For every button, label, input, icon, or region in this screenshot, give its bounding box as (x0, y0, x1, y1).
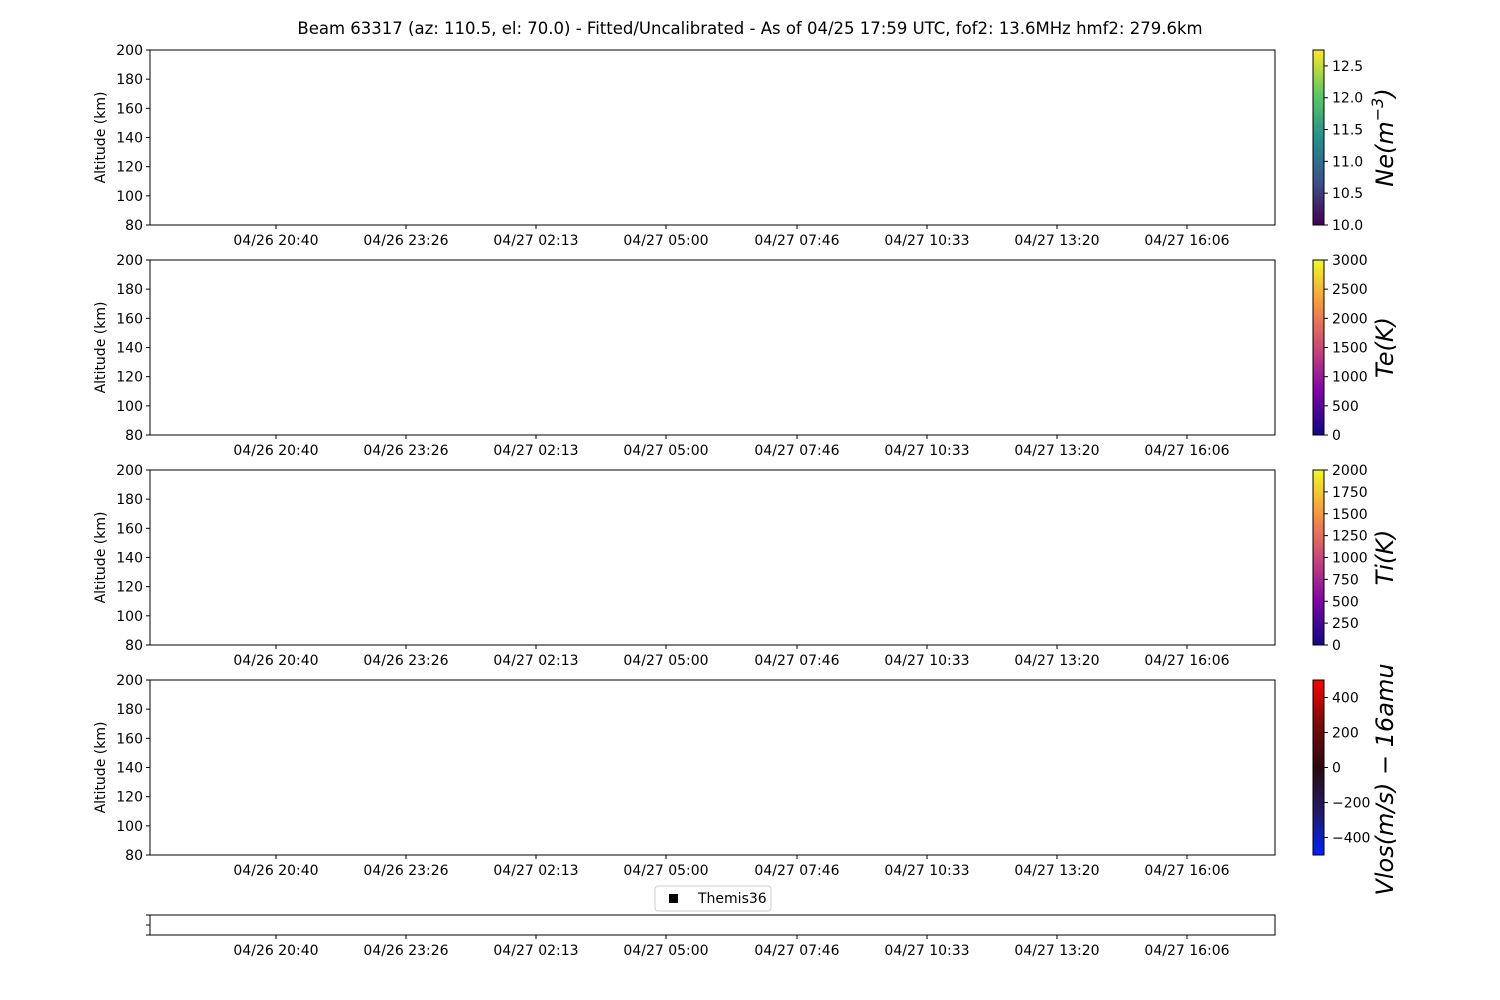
panel-ti (93, 463, 1399, 669)
colorbar-tick-label: 0 (1332, 760, 1341, 777)
ytick-label: 120 (116, 369, 143, 386)
panel-vlos-xtick-label: 04/27 05:00 (623, 863, 709, 879)
colorbar-tick-label: 2500 (1332, 282, 1368, 299)
panel-ne-xtick-label: 04/27 05:00 (623, 233, 709, 249)
ytick-label: 180 (116, 492, 143, 509)
y-axis-label: Altitude (km) (93, 721, 109, 814)
colorbar-tick-label: 3000 (1332, 253, 1368, 269)
ytick-label: 180 (116, 72, 143, 89)
colorbar-tick-label: 10.5 (1332, 186, 1364, 203)
colorbar-tick-label: 1000 (1332, 369, 1368, 386)
colorbar-label-base: Ne(m (1371, 121, 1399, 187)
colorbar-label (1368, 88, 1399, 186)
ytick-label: 200 (116, 253, 143, 269)
colorbar-tick-label: 1500 (1332, 506, 1368, 523)
colorbar-tick-label: 1750 (1332, 484, 1368, 501)
colorbar-tick-label: 0 (1332, 428, 1341, 444)
bottom-timeline-panel (146, 915, 1275, 959)
bottom-xtick-label: 04/26 20:40 (233, 943, 319, 959)
panel-ne-xtick-label: 04/27 07:46 (754, 233, 840, 249)
plot-area (150, 50, 1275, 225)
colorbar-tick-label: 11.5 (1332, 122, 1364, 139)
colorbar-bar (1313, 260, 1324, 435)
colorbar-tick-label: 0 (1332, 638, 1341, 654)
panel-te-xtick-label: 04/27 02:13 (493, 443, 579, 459)
panel-te-xtick-label: 04/26 20:40 (233, 443, 319, 459)
ytick-label: 80 (125, 218, 143, 234)
colorbar-label: Vlos(m/s) − 16amu (1371, 663, 1399, 896)
panel-ne-xtick-label: 04/26 20:40 (233, 233, 319, 249)
colorbar-tick-label: 1000 (1332, 550, 1368, 567)
colorbar-tick-label: 11.0 (1332, 154, 1364, 171)
ytick-label: 160 (116, 731, 143, 748)
colorbar-tick-label: 750 (1332, 572, 1359, 589)
ytick-label: 200 (116, 463, 143, 479)
ytick-label: 120 (116, 579, 143, 596)
colorbar-tick-label: 200 (1332, 725, 1359, 742)
ytick-label: 100 (116, 818, 143, 835)
legend (655, 886, 771, 911)
panel-te-xtick-label: 04/27 10:33 (884, 443, 970, 459)
bottom-xtick-label: 04/27 05:00 (623, 943, 709, 959)
colorbar-tick-label: 250 (1332, 616, 1359, 633)
y-axis-label: Altitude (km) (93, 301, 109, 394)
panel-vlos-xtick-label: 04/26 23:26 (363, 863, 449, 879)
panel-ti-xtick-label: 04/27 07:46 (754, 653, 840, 669)
panel-ne-xtick-label: 04/27 10:33 (884, 233, 970, 249)
panel-vlos-xtick-label: 04/27 02:13 (493, 863, 579, 879)
colorbar-label-end: ) (1371, 88, 1399, 98)
panel-ne-xtick-label: 04/27 16:06 (1144, 233, 1230, 249)
panel-ti-xtick-label: 04/27 02:13 (493, 653, 579, 669)
colorbar-bar (1313, 50, 1324, 225)
ytick-label: 160 (116, 101, 143, 118)
ytick-label: 140 (116, 760, 143, 777)
panel-vlos (93, 663, 1399, 895)
panel-ti-xtick-label: 04/27 05:00 (623, 653, 709, 669)
colorbar-ne (1313, 50, 1399, 234)
panel-vlos-xtick-label: 04/27 16:06 (1144, 863, 1230, 879)
bottom-plot-area (150, 915, 1275, 935)
colorbar-tick-label: 2000 (1332, 311, 1368, 328)
panel-te-xtick-label: 04/27 16:06 (1144, 443, 1230, 459)
colorbar-tick-label: 1500 (1332, 340, 1368, 357)
panel-ti-xtick-label: 04/27 13:20 (1014, 653, 1100, 669)
bottom-xtick-label: 04/27 02:13 (493, 943, 579, 959)
ytick-label: 80 (125, 428, 143, 444)
y-axis-label: Altitude (km) (93, 511, 109, 604)
plot-area (150, 680, 1275, 855)
colorbar-tick-label: 10.0 (1332, 218, 1364, 234)
bottom-xtick-label: 04/27 16:06 (1144, 943, 1230, 959)
colorbar-te (1313, 253, 1399, 444)
ytick-label: 140 (116, 550, 143, 567)
ytick-label: 200 (116, 673, 143, 689)
colorbar-tick-label: −200 (1332, 795, 1371, 812)
panel-ne-xtick-label: 04/26 23:26 (363, 233, 449, 249)
ytick-label: 180 (116, 282, 143, 299)
colorbar-tick-label: 500 (1332, 398, 1359, 415)
panel-te-xtick-label: 04/27 05:00 (623, 443, 709, 459)
panel-ti-xtick-label: 04/27 16:06 (1144, 653, 1230, 669)
panel-te-xtick-label: 04/27 13:20 (1014, 443, 1100, 459)
ytick-label: 200 (116, 43, 143, 59)
bottom-xtick-label: 04/27 10:33 (884, 943, 970, 959)
ytick-label: 180 (116, 702, 143, 719)
panel-te-xtick-label: 04/26 23:26 (363, 443, 449, 459)
bottom-xtick-label: 04/27 13:20 (1014, 943, 1100, 959)
panel-vlos-xtick-label: 04/27 13:20 (1014, 863, 1100, 879)
panel-ti-xtick-label: 04/26 20:40 (233, 653, 319, 669)
panel-ne-xtick-label: 04/27 13:20 (1014, 233, 1100, 249)
bottom-xtick-label: 04/27 07:46 (754, 943, 840, 959)
legend-marker-square (669, 894, 678, 903)
ytick-label: 160 (116, 311, 143, 328)
colorbar-vlos (1313, 663, 1399, 895)
ytick-label: 100 (116, 608, 143, 625)
colorbar-tick-label: 12.5 (1332, 58, 1364, 75)
bottom-xtick-label: 04/26 23:26 (363, 943, 449, 959)
colorbar-bar (1313, 470, 1324, 645)
panel-vlos-xtick-label: 04/27 07:46 (754, 863, 840, 879)
plot-area (150, 260, 1275, 435)
panel-vlos-xtick-label: 04/26 20:40 (233, 863, 319, 879)
ytick-label: 140 (116, 340, 143, 357)
ytick-label: 80 (125, 848, 143, 864)
ytick-label: 100 (116, 398, 143, 415)
ytick-label: 80 (125, 638, 143, 654)
colorbar-tick-label: 2000 (1332, 463, 1368, 479)
ytick-label: 100 (116, 188, 143, 205)
colorbar-tick-label: −400 (1332, 830, 1371, 847)
colorbar-ti (1313, 463, 1399, 654)
chart-title: Beam 63317 (az: 110.5, el: 70.0) - Fitted/Uncalibrated - As of 04/25 17:59 UTC, fof2: 13.6MHz hmf2: 279.6km (297, 19, 1203, 38)
colorbar-label-superscript: −3 (1368, 97, 1387, 122)
ytick-label: 120 (116, 159, 143, 176)
colorbar-tick-label: 1250 (1332, 528, 1368, 545)
colorbar-bar (1313, 680, 1324, 855)
panel-ne (93, 43, 1399, 249)
panel-te (93, 253, 1399, 459)
ytick-label: 140 (116, 130, 143, 147)
colorbar-tick-label: 400 (1332, 690, 1359, 707)
legend-label: Themis36 (698, 891, 767, 907)
plot-area (150, 470, 1275, 645)
colorbar-tick-label: 12.0 (1332, 90, 1364, 107)
colorbar-label: Te(K) (1371, 317, 1399, 378)
panel-vlos-xtick-label: 04/27 10:33 (884, 863, 970, 879)
colorbar-tick-label: 500 (1332, 594, 1359, 611)
ytick-label: 160 (116, 521, 143, 538)
panel-ti-xtick-label: 04/27 10:33 (884, 653, 970, 669)
ytick-label: 120 (116, 789, 143, 806)
panels (93, 43, 1399, 896)
panel-ti-xtick-label: 04/26 23:26 (363, 653, 449, 669)
colorbar-label: Ti(K) (1371, 529, 1399, 586)
panel-te-xtick-label: 04/27 07:46 (754, 443, 840, 459)
y-axis-label: Altitude (km) (93, 91, 109, 184)
panel-ne-xtick-label: 04/27 02:13 (493, 233, 579, 249)
